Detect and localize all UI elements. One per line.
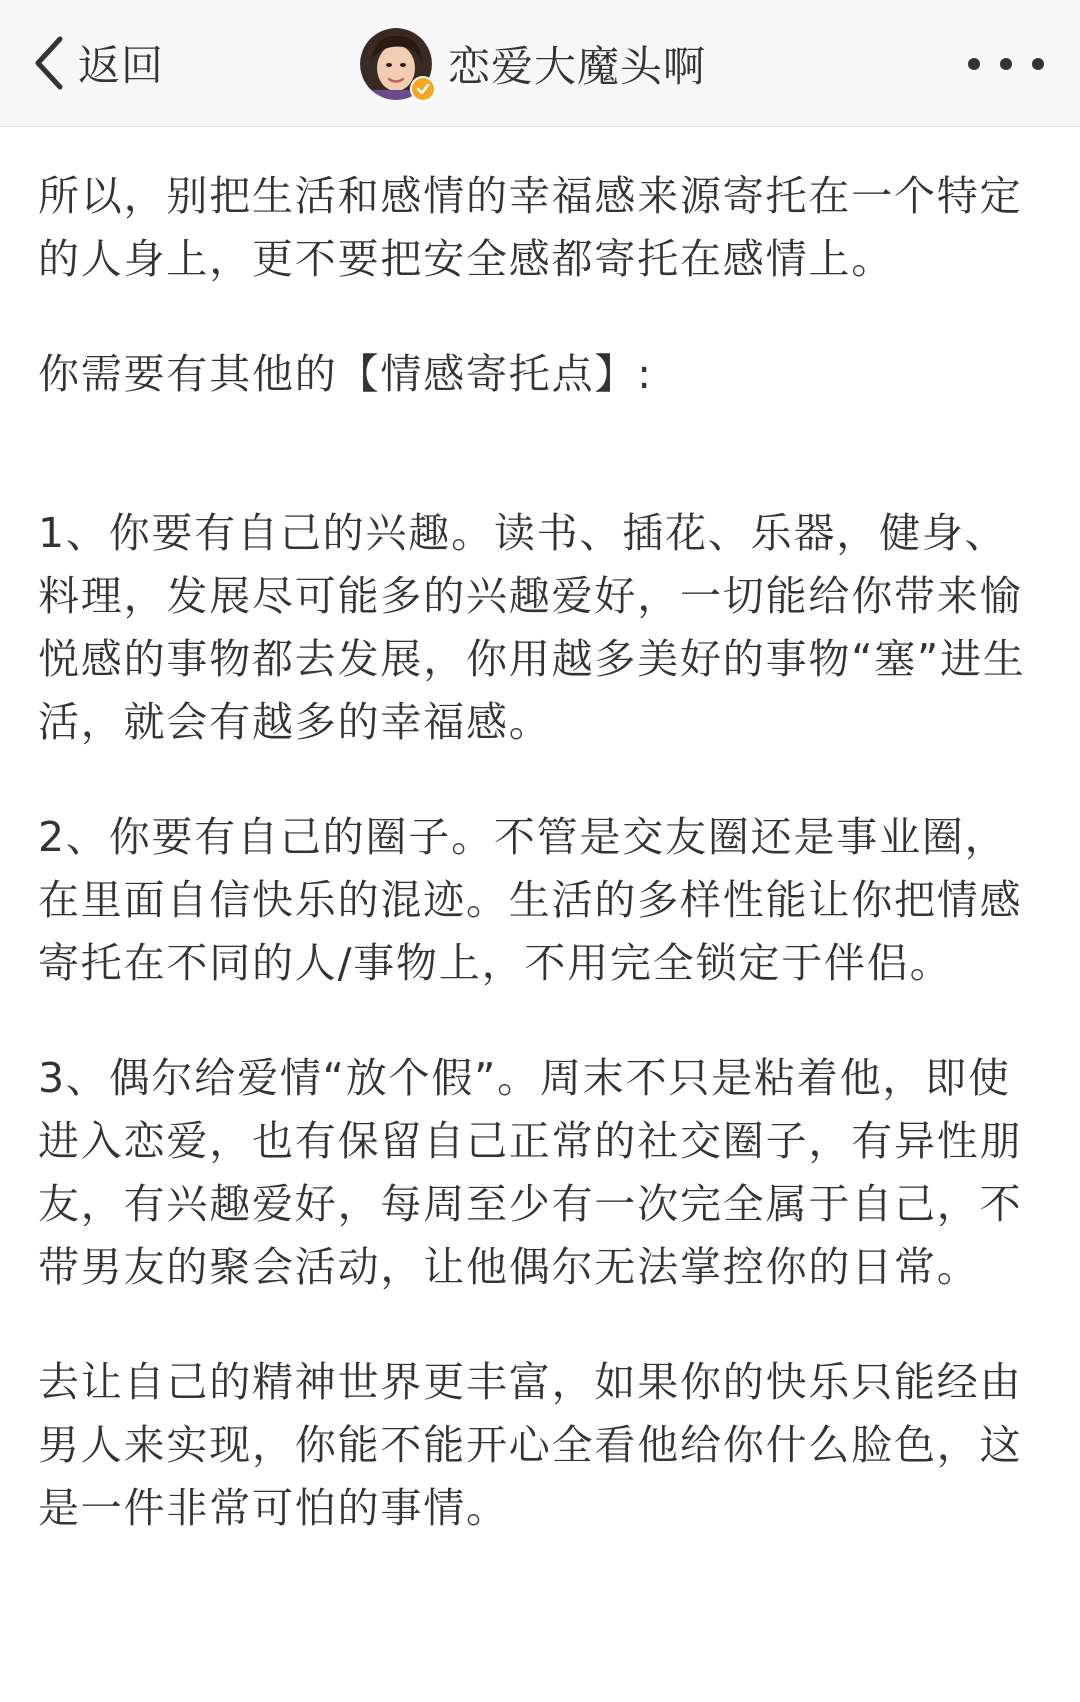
profile-header[interactable] (360, 28, 706, 100)
more-dots-icon (1000, 58, 1012, 70)
back-button[interactable] (30, 30, 164, 96)
more-button[interactable] (968, 46, 1044, 82)
nav-bar (0, 0, 1080, 127)
more-dots-icon (1032, 58, 1044, 70)
post-paragraph: 去让自己的精神世界更丰富，如果你的快乐只能经由男人来实现，你能不能开心全看他给你什么脸色，这是一件非常可怕的事情。 (38, 1358, 1023, 1532)
avatar-wrap[interactable] (360, 28, 432, 100)
post-paragraph: 2、你要有自己的圈子。不管是交友圈还是事业圈，在里面自信快乐的混迹。生活的多样性能让你把情感寄托在不同的人/事物上，不用完全锁定于伴侣。 (38, 813, 1023, 987)
post-content (38, 165, 1048, 1540)
post-paragraph: 所以，别把生活和感情的幸福感来源寄托在一个特定的人身上，更不要把安全感都寄托在感情上。 (38, 172, 1023, 283)
chevron-left-icon (30, 33, 70, 93)
post-paragraph: 你需要有其他的【情感寄托点】: (38, 350, 653, 398)
post-paragraph: 1、你要有自己的兴趣。读书、插花、乐器，健身、料理，发展尽可能多的兴趣爱好，一切能给你带来愉悦感的事物都去发展，你用越多美好的事物“塞”进生活，就会有越多的幸福感。 (38, 509, 1026, 746)
profile-name[interactable]: 恋爱大魔头啊 (448, 42, 707, 91)
verified-badge-icon (410, 76, 436, 102)
post-paragraph: 3、偶尔给爱情“放个假”。周末不只是粘着他，即使进入恋爱，也有保留自己正常的社交圈子，有异性朋友，有兴趣爱好，每周至少有一次完全属于自己，不带男友的聚会活动，让他偶尔无法掌控你的日常。 (38, 1054, 1023, 1291)
more-dots-icon (968, 58, 980, 70)
back-label: 返回 (78, 41, 165, 90)
